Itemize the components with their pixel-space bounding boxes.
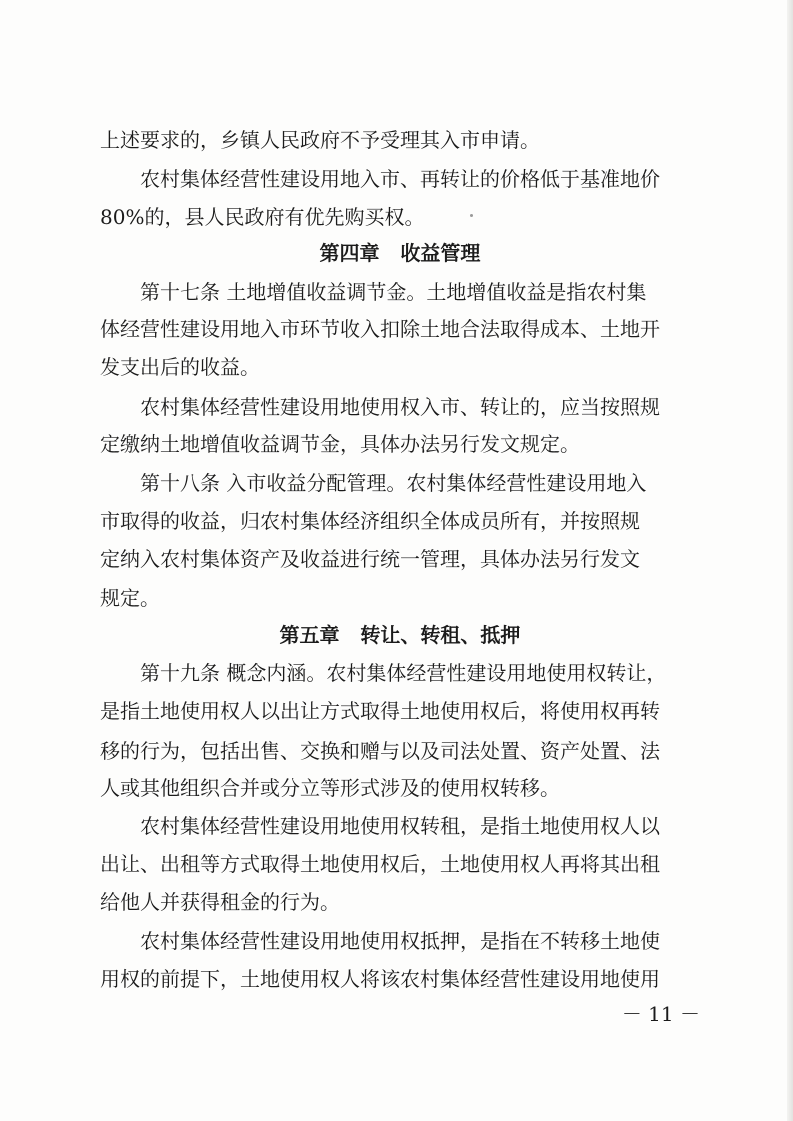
text-line: 发支出后的收益。 [100, 355, 260, 379]
text-line: 体经营性建设用地入市环节收入扣除土地合法取得成本、土地开 [100, 317, 660, 341]
chapter-heading: 第四章 收益管理 [319, 241, 481, 265]
page-number: － 11 － [621, 1002, 700, 1026]
text-line: 上述要求的，乡镇人民政府不予受理其入市申请。 [100, 128, 540, 152]
text-line: 用权的前提下，土地使用权人将该农村集体经营性建设用地使用 [100, 967, 660, 991]
text-line: 人或其他组织合并或分立等形式涉及的使用权转移。 [100, 776, 560, 800]
text-line: 农村集体经营性建设用地入市、再转让的价格低于基准地价 [140, 167, 660, 191]
text-line: 定纳入农村集体资产及收益进行统一管理，具体办法另行发文 [100, 547, 640, 571]
scan-speck [470, 214, 473, 217]
text-line: 农村集体经营性建设用地使用权转租，是指土地使用权人以 [140, 814, 660, 838]
scan-edge [787, 0, 793, 1121]
text-line: 第十七条 土地增值收益调节金。土地增值收益是指农村集 [140, 280, 647, 304]
text-line: 农村集体经营性建设用地使用权入市、转让的，应当按照规 [140, 395, 660, 419]
text-line: 第十九条 概念内涵。农村集体经营性建设用地使用权转让， [140, 661, 667, 685]
text-line: 第十八条 入市收益分配管理。农村集体经营性建设用地入 [140, 471, 647, 495]
text-line: 规定。 [100, 586, 160, 610]
text-line: 给他人并获得租金的行为。 [100, 890, 340, 914]
text-line: 定缴纳土地增值收益调节金，具体办法另行发文规定。 [100, 432, 580, 456]
text-line: 80%的，县人民政府有优先购买权。 [100, 205, 425, 229]
text-line: 是指土地使用权人以出让方式取得土地使用权后，将使用权再转 [100, 699, 660, 723]
text-line: 农村集体经营性建设用地使用权抵押，是指在不转移土地使 [140, 929, 660, 953]
text-line: 出让、出租等方式取得土地使用权后，土地使用权人再将其出租 [100, 852, 660, 876]
text-line: 市取得的收益，归农村集体经济组织全体成员所有，并按照规 [100, 509, 640, 533]
text-line: 移的行为，包括出售、交换和赠与以及司法处置、资产处置、法 [100, 739, 660, 763]
chapter-heading: 第五章 转让、转租、抵押 [279, 623, 521, 647]
